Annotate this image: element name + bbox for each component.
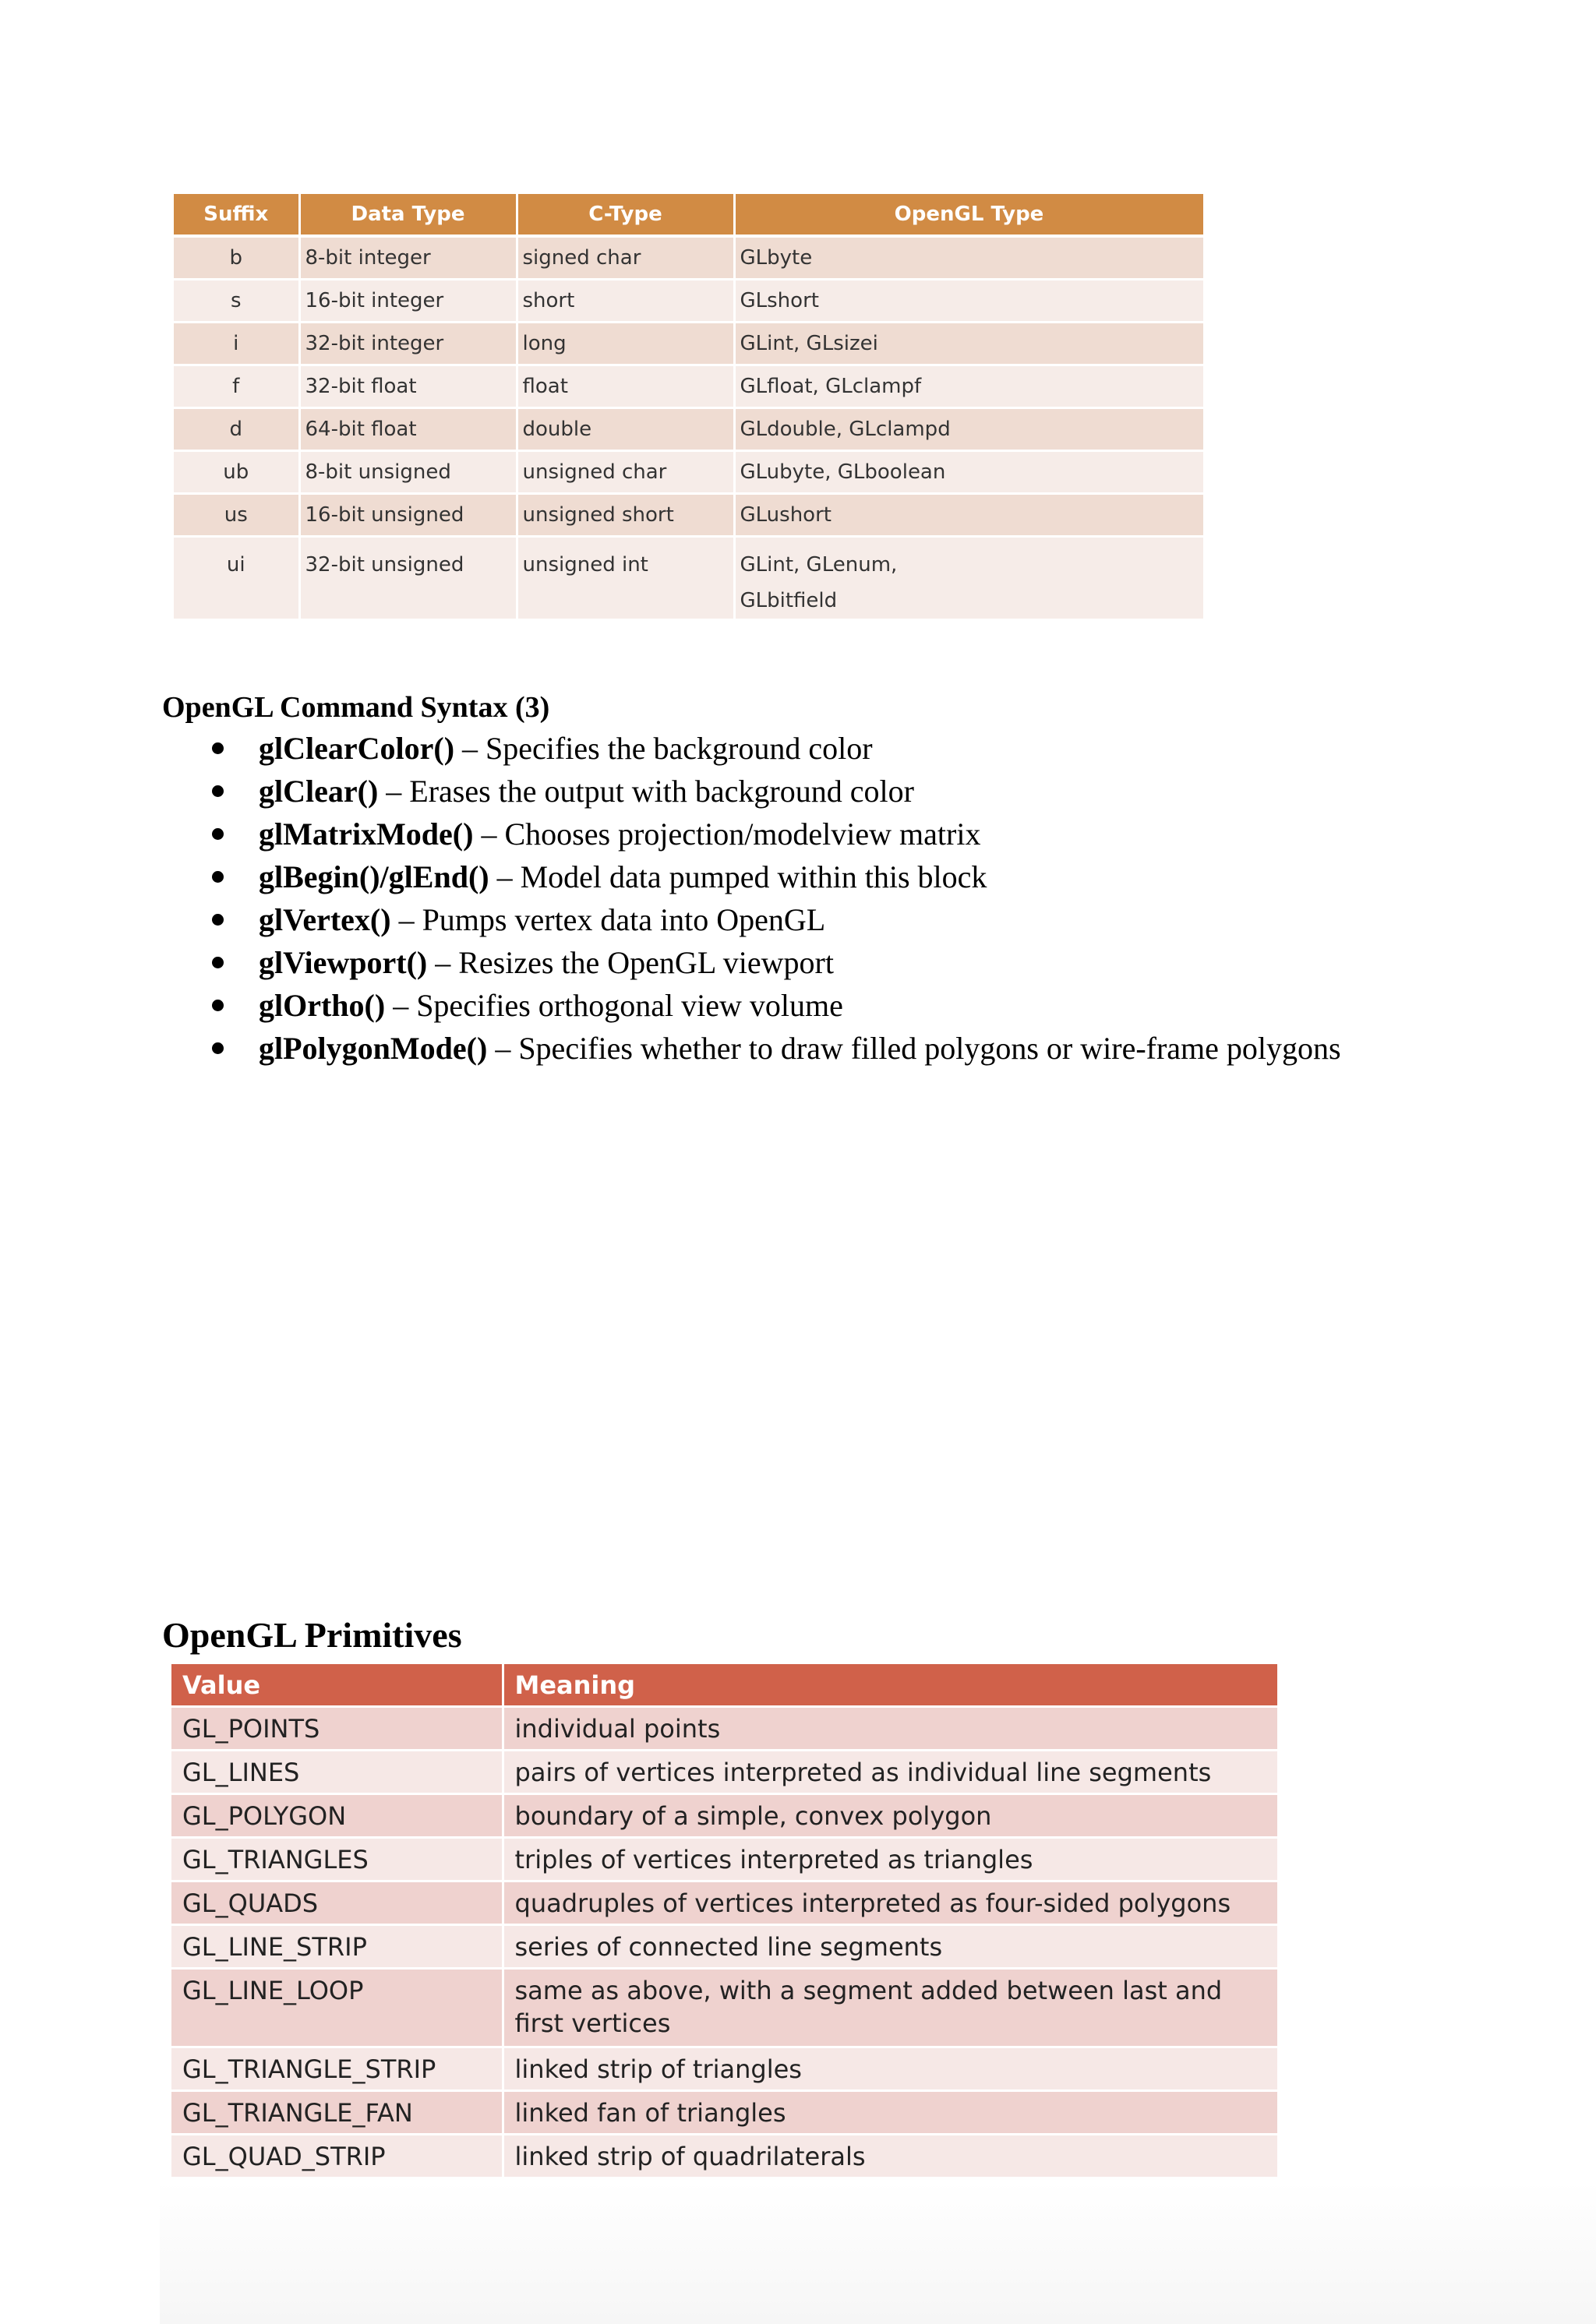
table-row — [171, 1969, 1278, 2047]
data-type-cell: 16-bit integer — [299, 280, 517, 323]
meaning-cell: linked strip of triangles — [503, 2047, 1278, 2091]
header-suffix: Suffix — [174, 194, 299, 236]
meaning-cell: pairs of vertices interpreted as individual line segments — [503, 1751, 1278, 1794]
data-type-cell: 16-bit unsigned — [299, 494, 517, 537]
syntax-section-title: OpenGL Command Syntax (3) — [162, 691, 550, 724]
opengl-type-line: GLbitfield — [740, 589, 838, 612]
meaning-cell: quadruples of vertices interpreted as four-sided polygons — [503, 1881, 1278, 1925]
bullet-icon — [212, 1000, 224, 1011]
suffix-cell: s — [174, 280, 299, 323]
bullet-icon — [212, 914, 224, 926]
value-cell: GL_TRIANGLES — [171, 1838, 503, 1881]
table-row — [174, 280, 1204, 323]
data-type-cell: 32-bit integer — [299, 323, 517, 365]
table-row — [171, 2091, 1278, 2135]
suffix-cell: d — [174, 408, 299, 451]
command-name: glPolygonMode() — [259, 1031, 488, 1066]
data-type-table — [174, 194, 1206, 621]
list-item — [162, 727, 1341, 770]
bullet-icon — [212, 957, 224, 968]
bullet-icon — [212, 871, 224, 883]
header-meaning: Meaning — [503, 1664, 1278, 1707]
command-description: – Chooses projection/modelview matrix — [473, 816, 981, 852]
data-type-cell: 32-bit float — [299, 365, 517, 408]
command-description: – Specifies whether to draw filled polygons or wire-frame polygons — [487, 1031, 1341, 1066]
meaning-cell: boundary of a simple, convex polygon — [503, 1794, 1278, 1838]
table-row — [171, 1838, 1278, 1881]
c-type-cell: long — [517, 323, 734, 365]
suffix-cell: ub — [174, 451, 299, 494]
command-name: glViewport() — [259, 945, 428, 980]
table-header-row — [171, 1664, 1278, 1707]
table-row — [171, 1751, 1278, 1794]
command-list — [162, 727, 1341, 1070]
c-type-cell: short — [517, 280, 734, 323]
header-opengl-type: OpenGL Type — [734, 194, 1204, 236]
opengl-type-cell: GLfloat, GLclampf — [734, 365, 1204, 408]
value-cell: GL_QUAD_STRIP — [171, 2135, 503, 2178]
c-type-cell: unsigned short — [517, 494, 734, 537]
list-item — [162, 984, 1341, 1027]
list-item — [162, 855, 1341, 898]
c-type-cell: float — [517, 365, 734, 408]
opengl-type-cell: GLbyte — [734, 236, 1204, 280]
c-type-cell: signed char — [517, 236, 734, 280]
bullet-icon — [212, 785, 224, 797]
list-item — [162, 770, 1341, 813]
table-row — [171, 1925, 1278, 1969]
value-cell: GL_POINTS — [171, 1707, 503, 1751]
opengl-type-cell: GLubyte, GLboolean — [734, 451, 1204, 494]
value-cell: GL_TRIANGLE_FAN — [171, 2091, 503, 2135]
list-item — [162, 1027, 1341, 1070]
command-description: – Pumps vertex data into OpenGL — [390, 902, 826, 937]
suffix-cell: f — [174, 365, 299, 408]
value-cell: GL_QUADS — [171, 1881, 503, 1925]
table-row — [171, 1794, 1278, 1838]
table-row — [171, 2135, 1278, 2178]
c-type-cell: unsigned char — [517, 451, 734, 494]
list-item — [162, 813, 1341, 855]
header-data-type: Data Type — [299, 194, 517, 236]
command-name: glClear() — [259, 774, 379, 809]
table-row — [171, 1881, 1278, 1925]
opengl-type-line: GLint, GLenum, — [740, 553, 898, 577]
table-header-row — [174, 194, 1204, 236]
value-cell: GL_LINES — [171, 1751, 503, 1794]
opengl-type-cell: GLint, GLsizei — [734, 323, 1204, 365]
data-type-cell: 8-bit unsigned — [299, 451, 517, 494]
header-value: Value — [171, 1664, 503, 1707]
suffix-cell: us — [174, 494, 299, 537]
command-name: glMatrixMode() — [259, 816, 474, 852]
meaning-cell: linked strip of quadrilaterals — [503, 2135, 1278, 2178]
bullet-icon — [212, 1042, 224, 1054]
suffix-cell: i — [174, 323, 299, 365]
command-name: glOrtho() — [259, 988, 386, 1023]
table-row — [174, 494, 1204, 537]
suffix-cell: ui — [174, 537, 299, 620]
command-name: glBegin()/glEnd() — [259, 859, 489, 894]
table-row — [174, 451, 1204, 494]
table-row — [174, 365, 1204, 408]
value-cell: GL_TRIANGLE_STRIP — [171, 2047, 503, 2091]
bullet-icon — [212, 742, 224, 754]
table-row — [174, 537, 1204, 620]
page-bottom-shading — [160, 2181, 1596, 2324]
opengl-type-cell: GLushort — [734, 494, 1204, 537]
value-cell: GL_POLYGON — [171, 1794, 503, 1838]
meaning-cell: triples of vertices interpreted as triangles — [503, 1838, 1278, 1881]
table-row — [171, 2047, 1278, 2091]
c-type-cell: double — [517, 408, 734, 451]
primitives-section-title: OpenGL Primitives — [162, 1615, 462, 1655]
command-name: glVertex() — [259, 902, 391, 937]
value-cell: GL_LINE_LOOP — [171, 1969, 503, 2047]
meaning-cell: linked fan of triangles — [503, 2091, 1278, 2135]
value-cell: GL_LINE_STRIP — [171, 1925, 503, 1969]
list-item — [162, 941, 1341, 984]
meaning-cell: same as above, with a segment added between last and first vertices — [503, 1969, 1278, 2047]
header-c-type: C-Type — [517, 194, 734, 236]
data-type-cell: 32-bit unsigned — [299, 537, 517, 620]
command-name: glClearColor() — [259, 731, 455, 766]
opengl-type-cell: GLdouble, GLclampd — [734, 408, 1204, 451]
bullet-icon — [212, 828, 224, 840]
data-type-cell: 8-bit integer — [299, 236, 517, 280]
meaning-cell: series of connected line segments — [503, 1925, 1278, 1969]
opengl-type-cell: GLshort — [734, 280, 1204, 323]
c-type-cell: unsigned int — [517, 537, 734, 620]
command-description: – Specifies orthogonal view volume — [385, 988, 843, 1023]
primitives-table — [171, 1664, 1280, 2179]
opengl-type-cell — [734, 537, 1204, 620]
command-description: – Model data pumped within this block — [489, 859, 987, 894]
command-description: – Erases the output with background color — [378, 774, 914, 809]
command-description: – Resizes the OpenGL viewport — [427, 945, 834, 980]
table-row — [174, 236, 1204, 280]
suffix-cell: b — [174, 236, 299, 280]
list-item — [162, 898, 1341, 941]
table-row — [174, 408, 1204, 451]
command-description: – Specifies the background color — [454, 731, 873, 766]
table-row — [174, 323, 1204, 365]
table-row — [171, 1707, 1278, 1751]
meaning-cell: individual points — [503, 1707, 1278, 1751]
data-type-cell: 64-bit float — [299, 408, 517, 451]
